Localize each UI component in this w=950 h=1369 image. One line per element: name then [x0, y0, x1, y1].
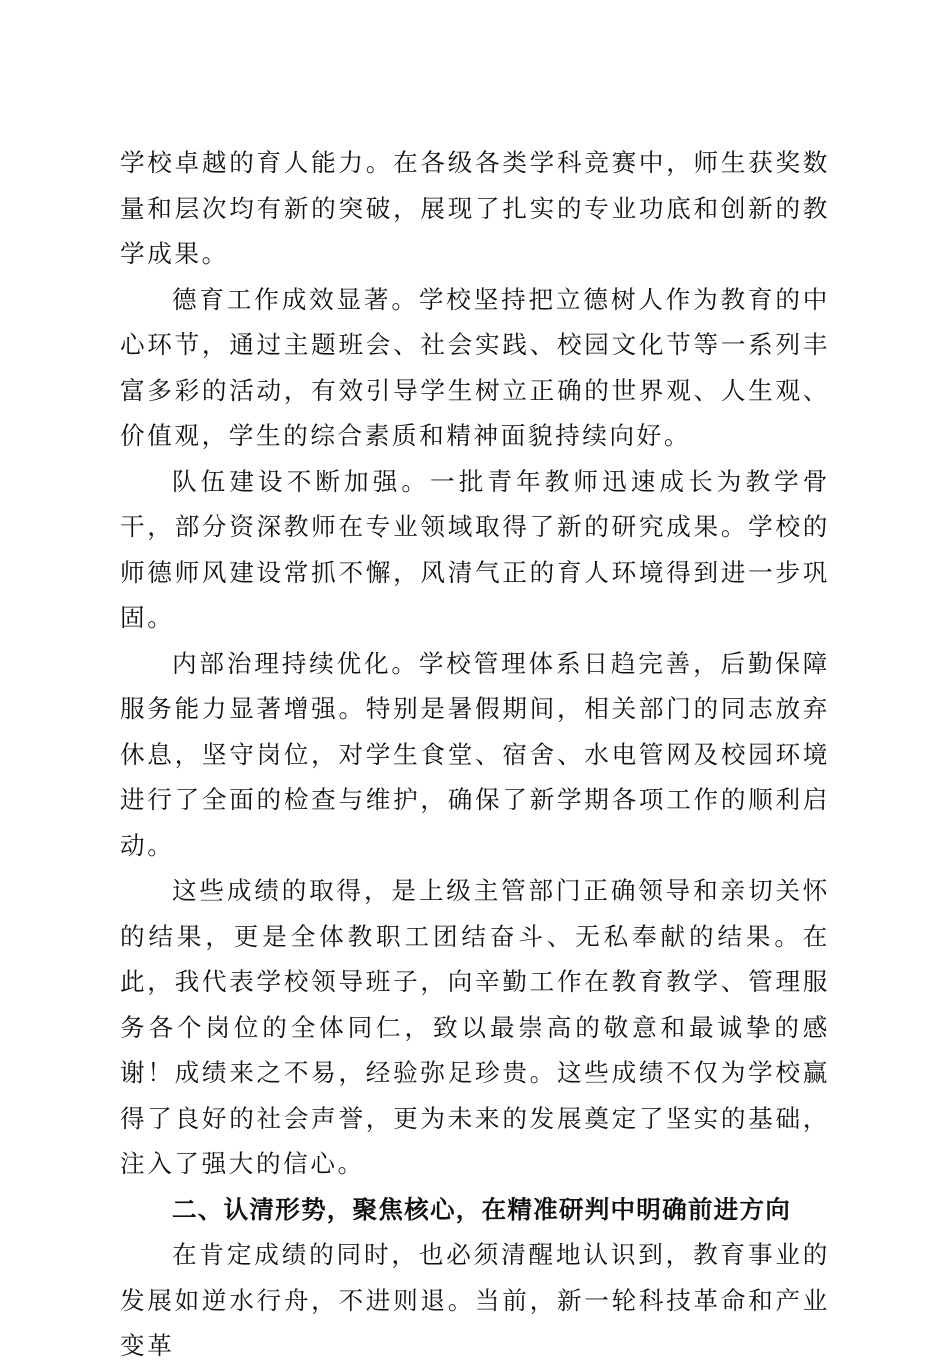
document-body: [120, 140, 830, 1369]
paragraph-internal-governance: 内部治理持续优化。学校管理体系日趋完善，后勤保障服务能力显著增强。特别是暑假期间，相关部门的同志放弃休息，坚守岗位，对学生食堂、宿舍、水电管网及校园环境进行了全面的检查与维护，确保了新学期各项工作的顺利启动。: [120, 648, 830, 860]
paragraph-situation: 在肯定成绩的同时，也必须清醒地认识到，教育事业的发展如逆水行舟，不进则退。当前，新一轮科技革命和产业变革: [120, 1240, 830, 1360]
section-heading-2: 二、认清形势，聚焦核心，在精准研判中明确前进方向: [172, 1194, 792, 1224]
paragraph-continuation: 学校卓越的育人能力。在各级各类学科竞赛中，师生获奖数量和层次均有新的突破，展现了扎实的专业功底和创新的教学成果。: [120, 148, 830, 268]
paragraph-moral-education: 德育工作成效显著。学校坚持把立德树人作为教育的中心环节，通过主题班会、社会实践、校园文化节等一系列丰富多彩的活动，有效引导学生树立正确的世界观、人生观、价值观，学生的综合素质和精神面貌持续向好。: [120, 284, 830, 450]
paragraph-team-building: 队伍建设不断加强。一批青年教师迅速成长为教学骨干，部分资深教师在专业领域取得了新的研究成果。学校的师德师风建设常抓不懈，风清气正的育人环境得到进一步巩固。: [120, 466, 830, 632]
paragraph-achievements-thanks: 这些成绩的取得，是上级主管部门正确领导和亲切关怀的结果，更是全体教职工团结奋斗、无私奉献的结果。在此，我代表学校领导班子，向辛勤工作在教育教学、管理服务各个岗位的全体同仁，致以最崇高的敬意和最诚挚的感谢！成绩来之不易，经验弥足珍贵。这些成绩不仅为学校赢得了良好的社会声誉，更为未来的发展奠定了坚实的基础，注入了强大的信心。: [120, 876, 830, 1178]
